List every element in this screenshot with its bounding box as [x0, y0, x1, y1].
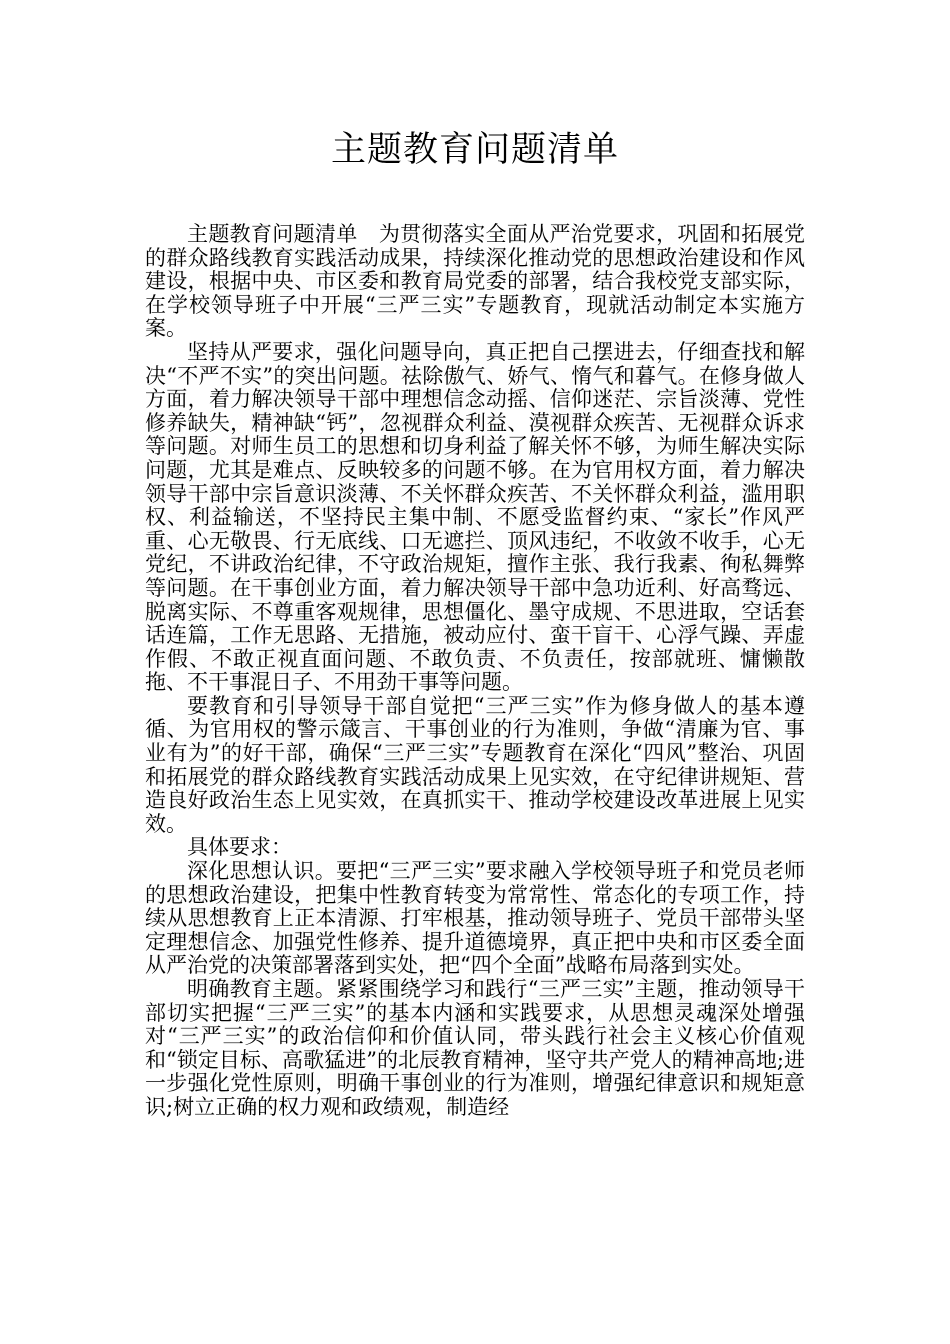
paragraph-deepen-understanding: 深化思想认识。要把“三严三实”要求融入学校领导班子和党员老师的思想政治建设，把集中性教育转变为常常性、常态化的专项工作，持续从思想教育上正本清源、打牢根基，推动领导班子、党员干部带头坚定理想信念、加强党性修养、提升道德境界，真正把中央和市区委全面从严治党的决策部署落到实处，把“四个全面”战略布局落到实处。 [145, 859, 805, 978]
paragraph-requirements-heading: 具体要求： [187, 835, 292, 860]
paragraph-intro: 主题教育问题清单 为贯彻落实全面从严治党要求，巩固和拓展党的群众路线教育实践活动成果，持续深化推动党的思想政治建设和作风建设，根据中央、市区委和教育局党委的部署，结合我校党支部实际，在学校领导班子中开展“三严三实”专题教育，现就活动制定本实施方案。 [145, 222, 805, 341]
document-title: 主题教育问题清单 [330, 130, 619, 170]
paragraph-problems: 坚持从严要求，强化问题导向，真正把自己摆进去，仔细查找和解决“不严不实”的突出问题。祛除傲气、娇气、惰气和暮气。在修身做人方面，着力解决领导干部中理想信念动摇、信仰迷茫、宗旨淡薄、党性修养缺失，精神缺“钙”，忽视群众利益、漠视群众疾苦、无视群众诉求等问题。对师生员工的思想和切身利益了解关怀不够，为师生解决实际问题，尤其是难点、反映较多的问题不够。在为官用权方面，着力解决领导干部中宗旨意识淡薄、不关怀群众疾苦、不关怀群众利益，滥用职权、利益输送，不坚持民主集中制、不愿受监督约束、“家长”作风严重、心无敬畏、行无底线、口无遮拦、顶风违纪，不收敛不收手，心无党纪，不讲政治纪律，不守政治规矩，擅作主张、我行我素、徇私舞弊等问题。在干事创业方面，着力解决领导干部中急功近利、好高骛远、脱离实际、不尊重客观规律，思想僵化、墨守成规、不思进取，空话套话连篇，工作无思路、无措施，被动应付、蛮干盲干、心浮气躁、弄虚作假、不敢正视直面问题、不敢负责、不负责任，按部就班、慵懒散拖、不干事混日子、不用劲干事等问题。 [145, 339, 805, 695]
document-body [145, 223, 805, 1120]
paragraph-education-theme: 明确教育主题。紧紧围绕学习和践行“三严三实”主题，推动领导干部切实把握“三严三实”的基本内涵和实践要求，从思想灵魂深处增强对“三严三实”的政治信仰和价值认同，带头践行社会主义核心价值观和“锁定目标、高歌猛进”的北辰教育精神，坚守共产党人的精神高地;进一步强化党性原则，明确干事创业的行为准则，增强纪律意识和规矩意识;树立正确的权力观和政绩观，制造经 [145, 977, 805, 1119]
paragraph-guidance: 要教育和引导领导干部自觉把“三严三实”作为修身做人的基本遵循、为官用权的警示箴言、干事创业的行为准则，争做“清廉为官、事业有为”的好干部，确保“三严三实”专题教育在深化“四风”整治、巩固和拓展党的群众路线教育实践活动成果上见实效，在守纪律讲规矩、营造良好政治生态上见实效，在真抓实干、推动学校建设改革进展上见实效。 [145, 693, 805, 836]
